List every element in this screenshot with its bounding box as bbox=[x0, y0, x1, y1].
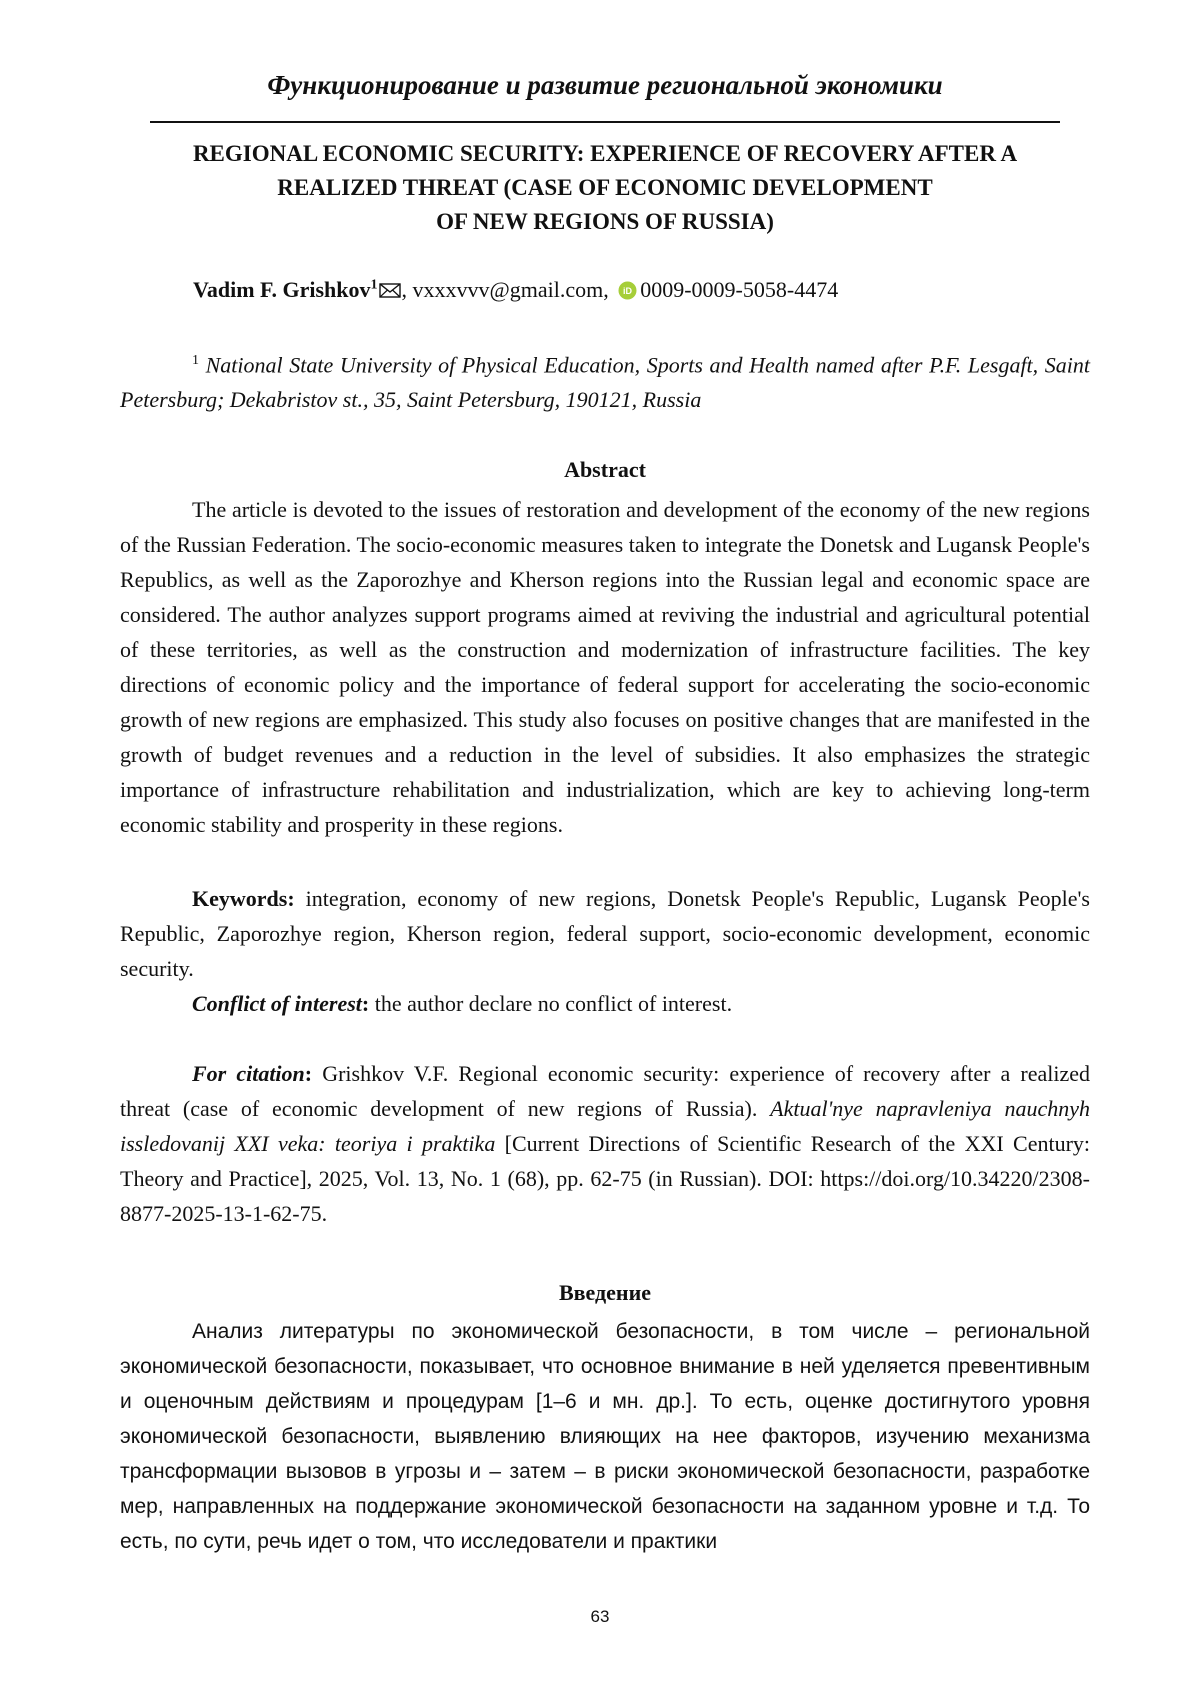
citation-text-2: [Current Directions of Scientific Research of the XXI Century: Theory and Practice], 2025, Vol. 13, No. 1 (68), pp. 62-75 (in Russian). DOI: https://doi.org/10.34220/2308-8877-2025-13-1-62-75. bbox=[120, 1131, 1091, 1226]
introduction-text: Анализ литературы по экономической безопасности, в том числе – региональной экономической безопасности, показывает, что основное внимание в ней уделяется превентивным и оценочным действиям и процедурам [1–6 и мн. др.]. То есть, оценке достигнутого уровня экономической безопасности, выявлению влияющих на нее факторов, изучению механизма трансформации вызовов в угрозы и – затем – в риски экономической безопасности, разработке мер, направленных на поддержание экономической безопасности на заданном уровне и т.д. То есть, по сути, речь идет о том, что исследователи и практики bbox=[120, 1320, 1090, 1553]
citation-label: For citation bbox=[192, 1061, 305, 1086]
page-number: 63 bbox=[590, 1607, 610, 1626]
citation-text-1: Grishkov V.F. Regional economic security: experience of recovery after a realized threat (case of economic development of new regions of Russia). bbox=[120, 1061, 1091, 1121]
running-header: Функционирование и развитие региональной экономики bbox=[267, 70, 943, 100]
svg-text:iD: iD bbox=[623, 286, 633, 296]
author-email[interactable]: , vxxxvvv@gmail.com, bbox=[401, 277, 615, 302]
title-line: REALIZED THREAT (CASE OF ECONOMIC DEVELOPMENT bbox=[277, 175, 933, 200]
author-name: Vadim F. Grishkov bbox=[193, 277, 371, 302]
introduction-heading: Введение bbox=[558, 1280, 652, 1305]
article-title bbox=[120, 137, 1090, 239]
mail-icon[interactable] bbox=[379, 278, 401, 293]
affiliation-text: National State University of Physical Education, Sports and Health named after P.F. Lesgaft, Saint Petersburg; Dekabristov st., 35, Saint Petersburg, 190121, Russia bbox=[120, 352, 1090, 413]
keywords bbox=[120, 881, 1090, 986]
title-line: REGIONAL ECONOMIC SECURITY: EXPERIENCE OF RECOVERY AFTER A bbox=[192, 141, 1018, 166]
citation-colon: : bbox=[304, 1061, 313, 1086]
keywords-text: integration, economy of new regions, Donetsk People's Republic, Lugansk People's Republic, Zaporozhye region, Kherson region, federal support, socio-economic development, economic security. bbox=[120, 886, 1090, 981]
conflict-of-interest bbox=[120, 986, 1090, 1021]
citation-journal: Aktual'nye napravleniya nauchnyh issledovanij XXI veka: teoriya i praktika bbox=[120, 1096, 1090, 1156]
author-affiliation-sup: 1 bbox=[370, 277, 378, 293]
conflict-colon: : bbox=[361, 991, 370, 1016]
keywords-label: Keywords: bbox=[192, 886, 295, 911]
author-line bbox=[193, 277, 838, 303]
abstract-heading: Abstract bbox=[564, 457, 646, 482]
conflict-label: Conflict of interest bbox=[192, 991, 362, 1016]
abstract-text: The article is devoted to the issues of restoration and development of the economy of the new regions of the Russian Federation. The socio-economic measures taken to integrate the Donetsk and Lugansk People's Republics, as well as the Zaporozhye and Kherson regions into the Russian legal and economic space are considered. The author analyzes support programs aimed at reviving the industrial and agricultural potential of these territories, as well as the construction and modernization of infrastructure facilities. The key directions of economic policy and the importance of federal support for accelerating the socio-economic growth of new regions are emphasized. This study also focuses on positive changes that are manifested in the growth of budget revenues and a reduction in the level of subsidies. It also emphasizes the strategic importance of infrastructure rehabilitation and industrialization, which are key to achieving long-term economic stability and prosperity in these regions. bbox=[120, 497, 1090, 837]
author-orcid[interactable]: 0009-0009-5058-4474 bbox=[640, 277, 839, 302]
header-rule bbox=[150, 121, 1060, 123]
title-line: OF NEW REGIONS OF RUSSIA) bbox=[436, 209, 774, 234]
conflict-text: the author declare no conflict of interest. bbox=[369, 991, 733, 1016]
orcid-icon[interactable] bbox=[618, 280, 637, 299]
citation bbox=[120, 1056, 1090, 1231]
affiliation-sup: 1 bbox=[192, 353, 199, 368]
affiliation bbox=[120, 343, 1090, 417]
